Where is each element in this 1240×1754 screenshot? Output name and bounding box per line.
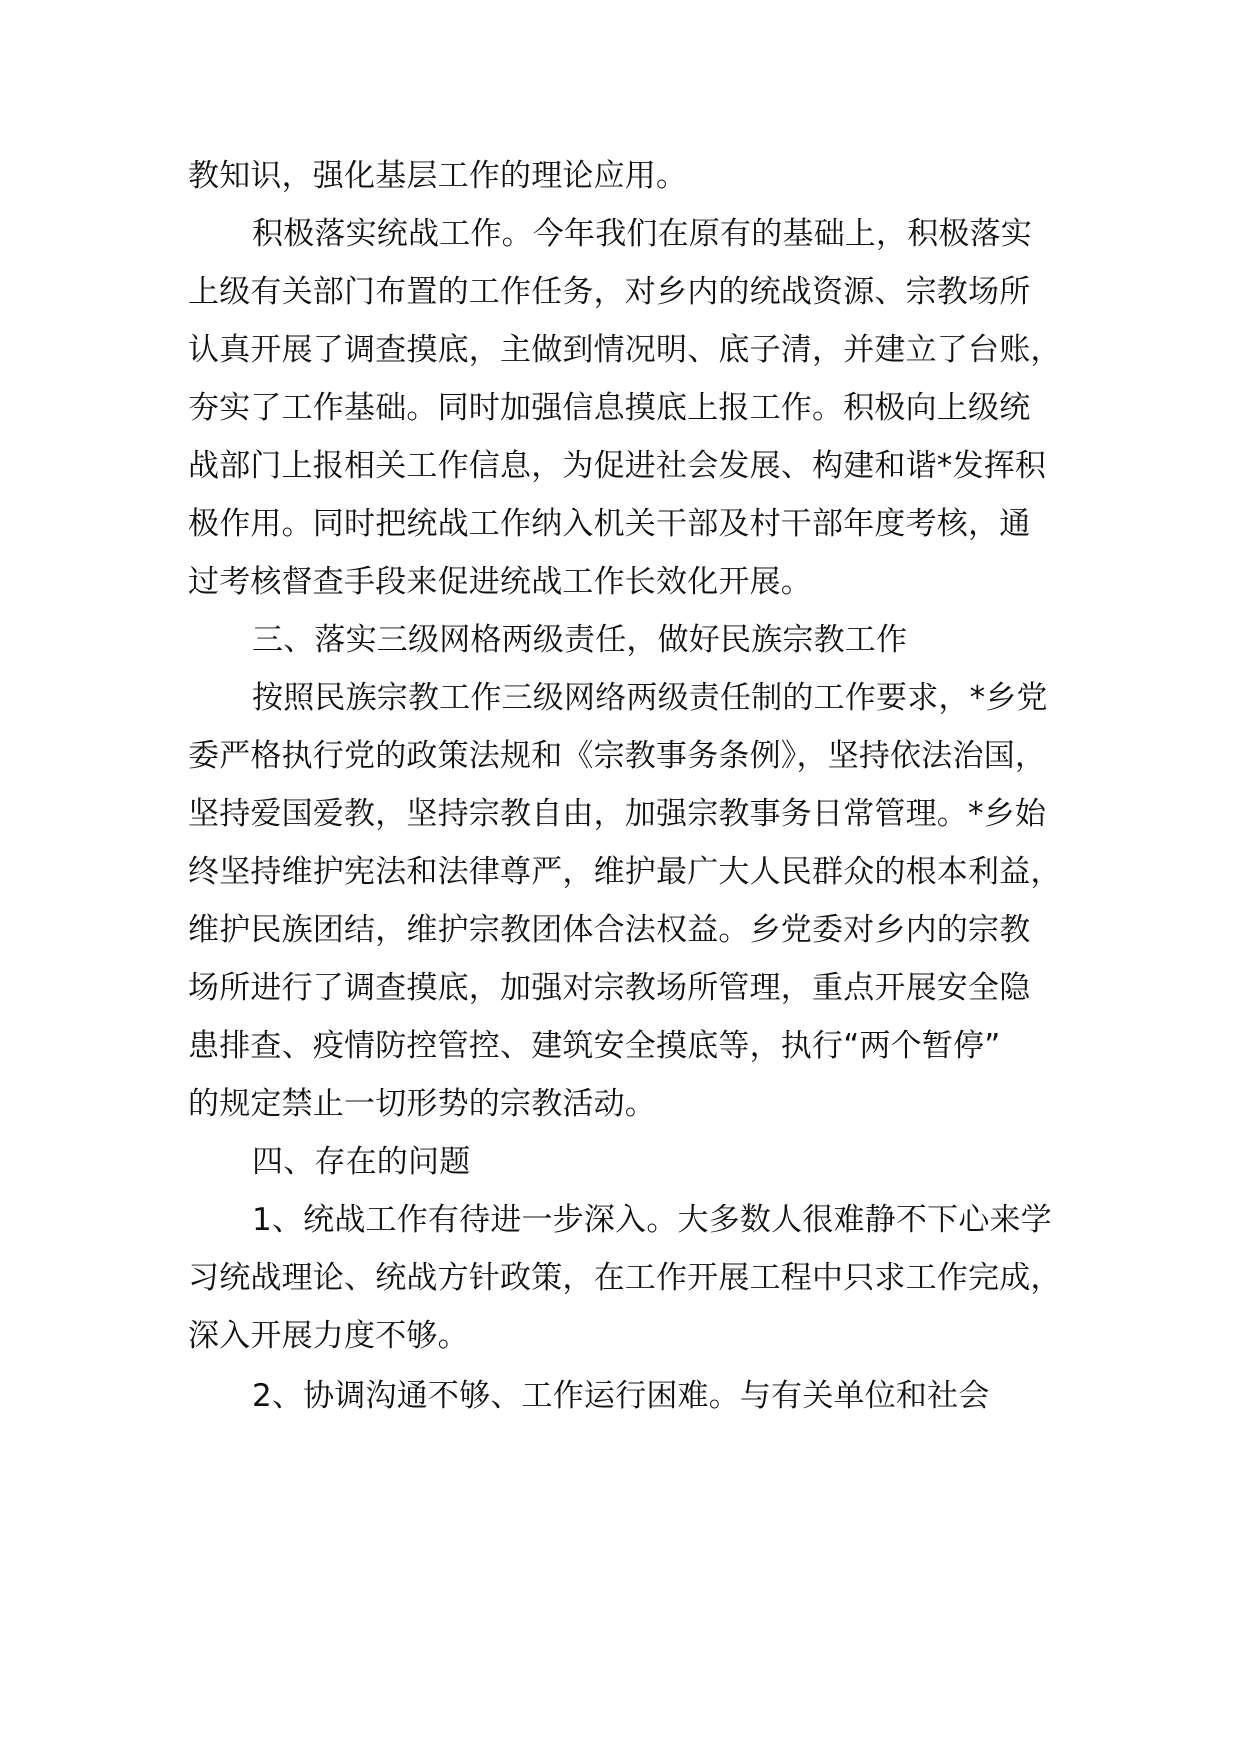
list-item: 1、统战工作有待进一步深入。大多数人很难静不下心来学 (252, 1202, 1052, 1238)
text-line: 过考核督查手段来促进统战工作长效化开展。 (188, 564, 812, 600)
text-line: 维护民族团结，维护宗教团体合法权益。乡党委对乡内的宗教 (188, 912, 1031, 948)
text-line: 场所进行了调查摸底，加强对宗教场所管理，重点开展安全隐 (188, 970, 1031, 1006)
text-line: 极作用。同时把统战工作纳入机关干部及村干部年度考核，通 (188, 506, 1031, 542)
text-line: 教知识，强化基层工作的理论应用。 (188, 158, 688, 194)
section-heading: 四、存在的问题 (252, 1144, 471, 1180)
text-line: 夯实了工作基础。同时加强信息摸底上报工作。积极向上级统 (188, 390, 1031, 426)
list-item: 2、协调沟通不够、工作运行困难。与有关单位和社会 (252, 1378, 990, 1414)
paragraph-start: 按照民族宗教工作三级网络两级责任制的工作要求，*乡党 (252, 680, 1048, 716)
text-line: 深入开展力度不够。 (188, 1318, 469, 1354)
text-line: 的规定禁止一切形势的宗教活动。 (188, 1086, 656, 1122)
text-line: 患排查、疫情防控管控、建筑安全摸底等，执行“两个暂停” (188, 1028, 1001, 1064)
text-line: 坚持爱国爱教，坚持宗教自由，加强宗教事务日常管理。*乡始 (188, 796, 1047, 832)
text-line: 习统战理论、统战方针政策，在工作开展工程中只求工作完成， (188, 1260, 1062, 1296)
text-line: 上级有关部门布置的工作任务，对乡内的统战资源、宗教场所 (188, 274, 1031, 310)
text-line: 认真开展了调查摸底，主做到情况明、底子清，并建立了台账， (188, 332, 1062, 368)
paragraph-start: 积极落实统战工作。今年我们在原有的基础上，积极落实 (252, 216, 1032, 252)
section-heading: 三、落实三级网格两级责任，做好民族宗教工作 (252, 622, 908, 658)
text-line: 终坚持维护宪法和法律尊严，维护最广大人民群众的根本利益， (188, 854, 1062, 890)
text-line: 委严格执行党的政策法规和《宗教事务条例》，坚持依法治国， (188, 738, 1047, 774)
text-line: 战部门上报相关工作信息，为促进社会发展、构建和谐*发挥积 (188, 448, 1047, 484)
